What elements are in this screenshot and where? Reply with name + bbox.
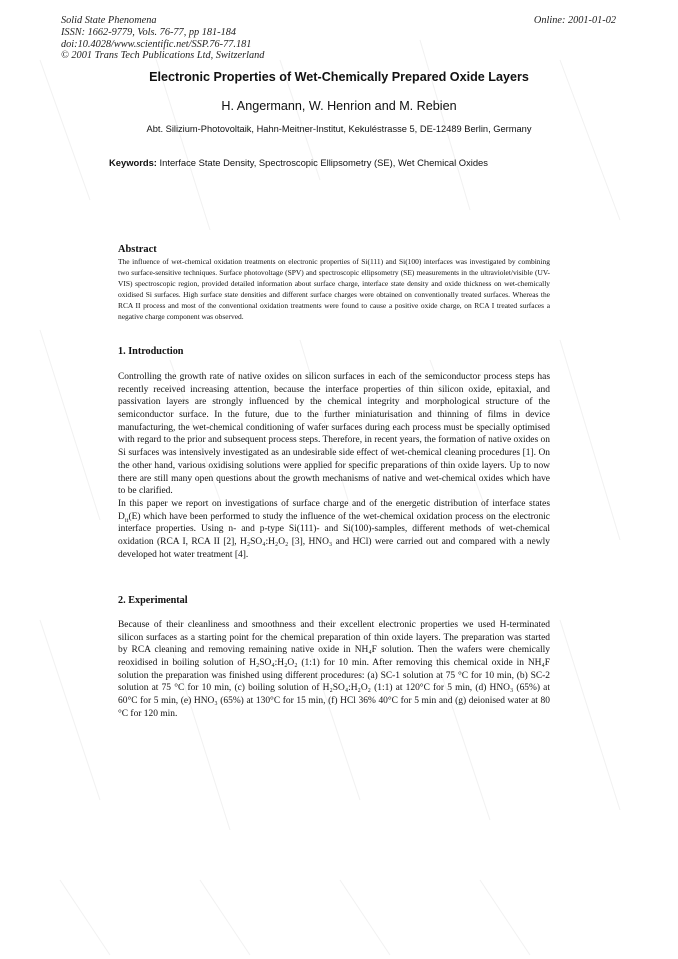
intro-p2-subscript: it	[124, 516, 129, 524]
intro-p2-start: In this paper we report on investigations of surface charge and of the energetic distribution of interface states D	[118, 498, 550, 522]
section-heading-experimental: 2. Experimental	[118, 595, 188, 606]
abstract-heading: Abstract	[118, 244, 157, 255]
introduction-body	[118, 371, 550, 561]
intro-p2-end: (E) which have been performed to study the influence of the wet-chemical oxidation process on the electronic interface properties. Using n- and p-type Si(111)- and Si(100)-samples, different methods of wet-chemical oxidation (RCA I, RCA II [2], H₂SO₄:H₂O₂ [3], HNO₃ and HCl) were carried out and compared with a newly developed hot water treatment [4].	[118, 511, 550, 560]
abstract-text: The influence of wet-chemical oxidation treatments on electronic properties of Si(111) and Si(100) interfaces was investigated by combining two surface-sensitive techniques. Surface photovoltage (SPV) and spectroscopic ellipsometry (SE) measurements in the ultraviolet/visible (UV-VIS) spectroscopic region, provided detailed information about surface charge, interface state density and oxide thickness on wet-chemically oxidised Si surfaces. High surface state densities and different surface charges were obtained on conventionally treated surfaces. Whereas the RCA II process and most of the conventional oxidation treatments were found to cause a positive oxide charge, on RCA I treated surfaces a negative charge component was observed.	[118, 257, 550, 322]
section-heading-introduction: 1. Introduction	[118, 346, 184, 357]
keywords-line	[109, 157, 488, 168]
paper-authors: H. Angermann, W. Henrion and M. Rebien	[221, 99, 457, 113]
paper-affiliation: Abt. Silizium-Photovoltaik, Hahn-Meitner-Institut, Kekuléstrasse 5, DE-12489 Berlin, Germany	[146, 124, 532, 134]
issn-line: ISSN: 1662-9779, Vols. 76-77, pp 181-184	[61, 26, 237, 38]
journal-name: Solid State Phenomena	[61, 15, 157, 26]
keywords-text: Interface State Density, Spectroscopic Ellipsometry (SE), Wet Chemical Oxides	[159, 157, 488, 168]
intro-paragraph-1: Controlling the growth rate of native oxides on silicon surfaces in each of the semiconductor process steps has recently received increasing attention, because the interface properties of thin silicon oxide, epitaxial, and passivation layers are strongly influenced by the chemical integrity and morphological structure of the semiconductor surface. In the future, due to the further miniaturisation and thinning of films in device manufacturing, the wet-chemical conditioning of wafer surfaces during each process must be specially optimised with regard to the prior and subsequent process steps. Therefore, in recent years, the formation of native oxides on Si surfaces was intensively investigated as an undesirable side effect of wet-chemical cleaning procedures [1]. On the other hand, various oxidising solutions were applied for specific preparations of thin oxide layers. Up to now there are still many open questions about the growth mechanisms of native and wet-chemical oxides which have to be clarified.	[118, 372, 550, 497]
experimental-paragraph-1: Because of their cleanliness and smoothness and their excellent electronic properties we used H-terminated silicon surfaces as a starting point for the chemical preparation of thin oxide layers. The preparation was started by RCA cleaning and removing remaining native oxide in NH₄F solution. Then the wafers were chemically reoxidised in boiling solution of H₂SO₄:H₂O₂ (1:1) for 10 min. After removing this chemical oxide in NH₄F solution the preparation was finished using different procedures: (a) SC-1 solution at 75 °C for 10 min, (b) SC-2 solution at 75 °C for 10 min, (c) boiling solution of H₂SO₄:H₂O₂ (1:1) at 120°C for 5 min, (d) HNO₃ (65%) at 60°C for 5 min, (e) HNO₃ (65%) at 130°C for 15 min, (f) HCl 36% 40°C for 5 min and (g) deionised water at 80 °C for 120 min.	[118, 620, 550, 719]
experimental-body	[118, 619, 550, 721]
online-date: Online: 2001-01-02	[533, 15, 616, 26]
paper-title: Electronic Properties of Wet-Chemically Prepared Oxide Layers	[149, 70, 529, 84]
keywords-label: Keywords:	[109, 157, 157, 168]
journal-header	[61, 15, 264, 62]
copyright-line: © 2001 Trans Tech Publications Ltd, Switzerland	[61, 50, 265, 62]
doi-link[interactable]: doi:10.4028/www.scientific.net/SSP.76-77.181	[61, 38, 252, 50]
intro-paragraph-2	[118, 498, 550, 561]
